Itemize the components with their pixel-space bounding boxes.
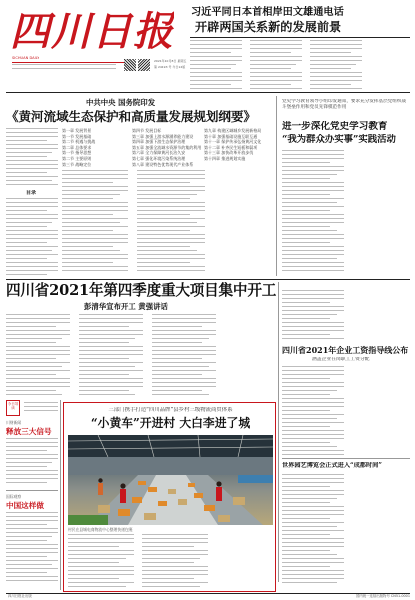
feature-body — [68, 534, 273, 590]
sidebar-item1-title: 释放三大信号 — [6, 427, 52, 436]
yellow-river-toc — [62, 128, 274, 276]
projects-subhead: 彭清华宣布开工 黄强讲话 — [84, 302, 168, 311]
feature-caption: 村民在县城电商物流中心整理快递包裹 — [68, 527, 133, 532]
masthead-sub: SICHUAN DAILY — [12, 56, 40, 60]
toc-col-3 — [204, 128, 274, 162]
toc-item: 第一节 指导思想 — [62, 150, 92, 156]
masthead-issue: 第 24193 号 今日12版 — [154, 65, 186, 69]
sidebar-tag-label: 今日导读 — [7, 402, 19, 411]
party-history-kicker: 党史学习教育领导小组印发通知，要求充分发挥基层党组织战斗堡垒作用和党员先锋模范作用 — [282, 99, 407, 110]
sidebar-column-divider — [60, 400, 61, 590]
footer-right: 国内统一连续出版物号 CN51-0001 — [355, 594, 410, 598]
column-divider-2 — [278, 282, 279, 582]
party-history-headline-1: 进一步深化党史学习教育 — [282, 121, 388, 132]
column-divider — [276, 96, 277, 276]
toc-item: 第五章 加强全流域水资源节约集约利用 — [132, 144, 202, 150]
toc-item: 第四节 发展目标 — [132, 128, 162, 133]
toc-item: 第十四章 推进规划实施 — [204, 155, 246, 161]
party-history-body — [282, 150, 410, 276]
enterprise-subhead: 涵盖企业在岗职工工资分配 — [312, 357, 370, 362]
masthead-divider — [6, 92, 410, 93]
sidebar — [6, 400, 58, 590]
feature-box — [63, 402, 276, 592]
party-history-headline-2: “我为群众办实事”实践活动 — [282, 134, 396, 145]
toc-item: 第二节 主要原则 — [62, 155, 92, 161]
yellow-river-toc-title: 目录 — [26, 190, 37, 196]
toc-filler — [62, 170, 274, 274]
feature-kicker: 三部门携手打造“四川品牌”县乡村三级物流商贸体系 — [108, 407, 233, 413]
projects-headline: 四川省2021年第四季度重大项目集中开工 — [6, 282, 277, 299]
toc-item: 第十一章 保护传承弘扬黄河文化 — [204, 139, 262, 145]
toc-item: 第三章 加强上游水源涵养能力建设 — [132, 133, 194, 139]
sidebar-item2-title: 中国这样做 — [6, 501, 44, 510]
expo-body — [282, 474, 410, 586]
top-story-headline-1: 习近平同日本首相岸田文雄通电话 — [191, 6, 344, 18]
sidebar-divider — [6, 490, 58, 491]
toc-col-2 — [132, 128, 202, 167]
enterprise-body — [282, 366, 410, 456]
qr-code-icon-2 — [138, 59, 150, 71]
section-divider — [6, 279, 410, 280]
sidebar-item2-lead: 国际观察 — [6, 494, 22, 499]
qr-code-icon — [124, 59, 136, 71]
yellow-river-kicker: 中共中央 国务院印发 — [86, 98, 156, 107]
top-story-body — [190, 40, 410, 92]
toc-item: 第一章 发展背景 — [62, 128, 92, 133]
toc-item: 第十三章 加快改革开放步伐 — [204, 150, 254, 156]
sidebar-item1-body — [6, 438, 58, 488]
toc-col-1 — [62, 128, 130, 167]
toc-item: 第八章 建设特色优势现代产业体系 — [132, 161, 194, 167]
enterprise-headline: 四川省2021年企业工资指导线公布 — [282, 345, 409, 355]
top-story-headline-2: 开辟两国关系新的发展前景 — [195, 20, 342, 34]
toc-item: 第一节 发展基础 — [62, 133, 92, 139]
yellow-river-body-left — [6, 128, 58, 188]
right-column-body — [282, 290, 410, 340]
projects-body — [6, 314, 276, 398]
masthead-date: 2021年10月8日 星期五 — [154, 59, 187, 63]
expo-divider — [282, 458, 410, 459]
feature-headline: “小黄车”开进村 大白李进了城 — [90, 416, 251, 430]
toc-item: 第三节 战略定位 — [62, 161, 92, 167]
feature-photo — [68, 435, 273, 525]
warehouse-scene — [68, 435, 273, 525]
expo-headline: 世界园艺博览会正式进入“成都时间” — [282, 462, 382, 469]
sidebar-tag — [6, 400, 20, 416]
yellow-river-headline: 《黄河流域生态保护和高质量发展规划纲要》 — [6, 109, 256, 124]
toc-item: 第七章 强化环境污染系统治理 — [132, 155, 186, 161]
yellow-river-body-left-2 — [6, 198, 58, 276]
sidebar-item2-body — [6, 512, 58, 588]
toc-item: 第二章 总体要求 — [62, 144, 92, 150]
toc-item: 第十二章 补齐民生短板和弱项 — [204, 144, 258, 150]
masthead-text-block — [12, 64, 116, 72]
toc-item: 第四章 加强下游生态保护治理 — [132, 139, 186, 145]
toc-item: 第六章 全力保障黄河长治久安 — [132, 150, 186, 156]
toc-item: 第九章 构建区域城乡发展新格局 — [204, 128, 262, 133]
toc-item: 第十章 加强基础设施互联互通 — [204, 133, 258, 139]
top-divider — [190, 37, 410, 38]
masthead-title: 四川日报 — [10, 10, 174, 54]
footer-left: 四川日报社出版 — [8, 594, 32, 598]
sidebar-lead-1 — [24, 402, 58, 416]
sidebar-item1-lead: 川财新闻 — [6, 420, 22, 425]
toc-item: 第二节 机遇与挑战 — [62, 139, 96, 145]
